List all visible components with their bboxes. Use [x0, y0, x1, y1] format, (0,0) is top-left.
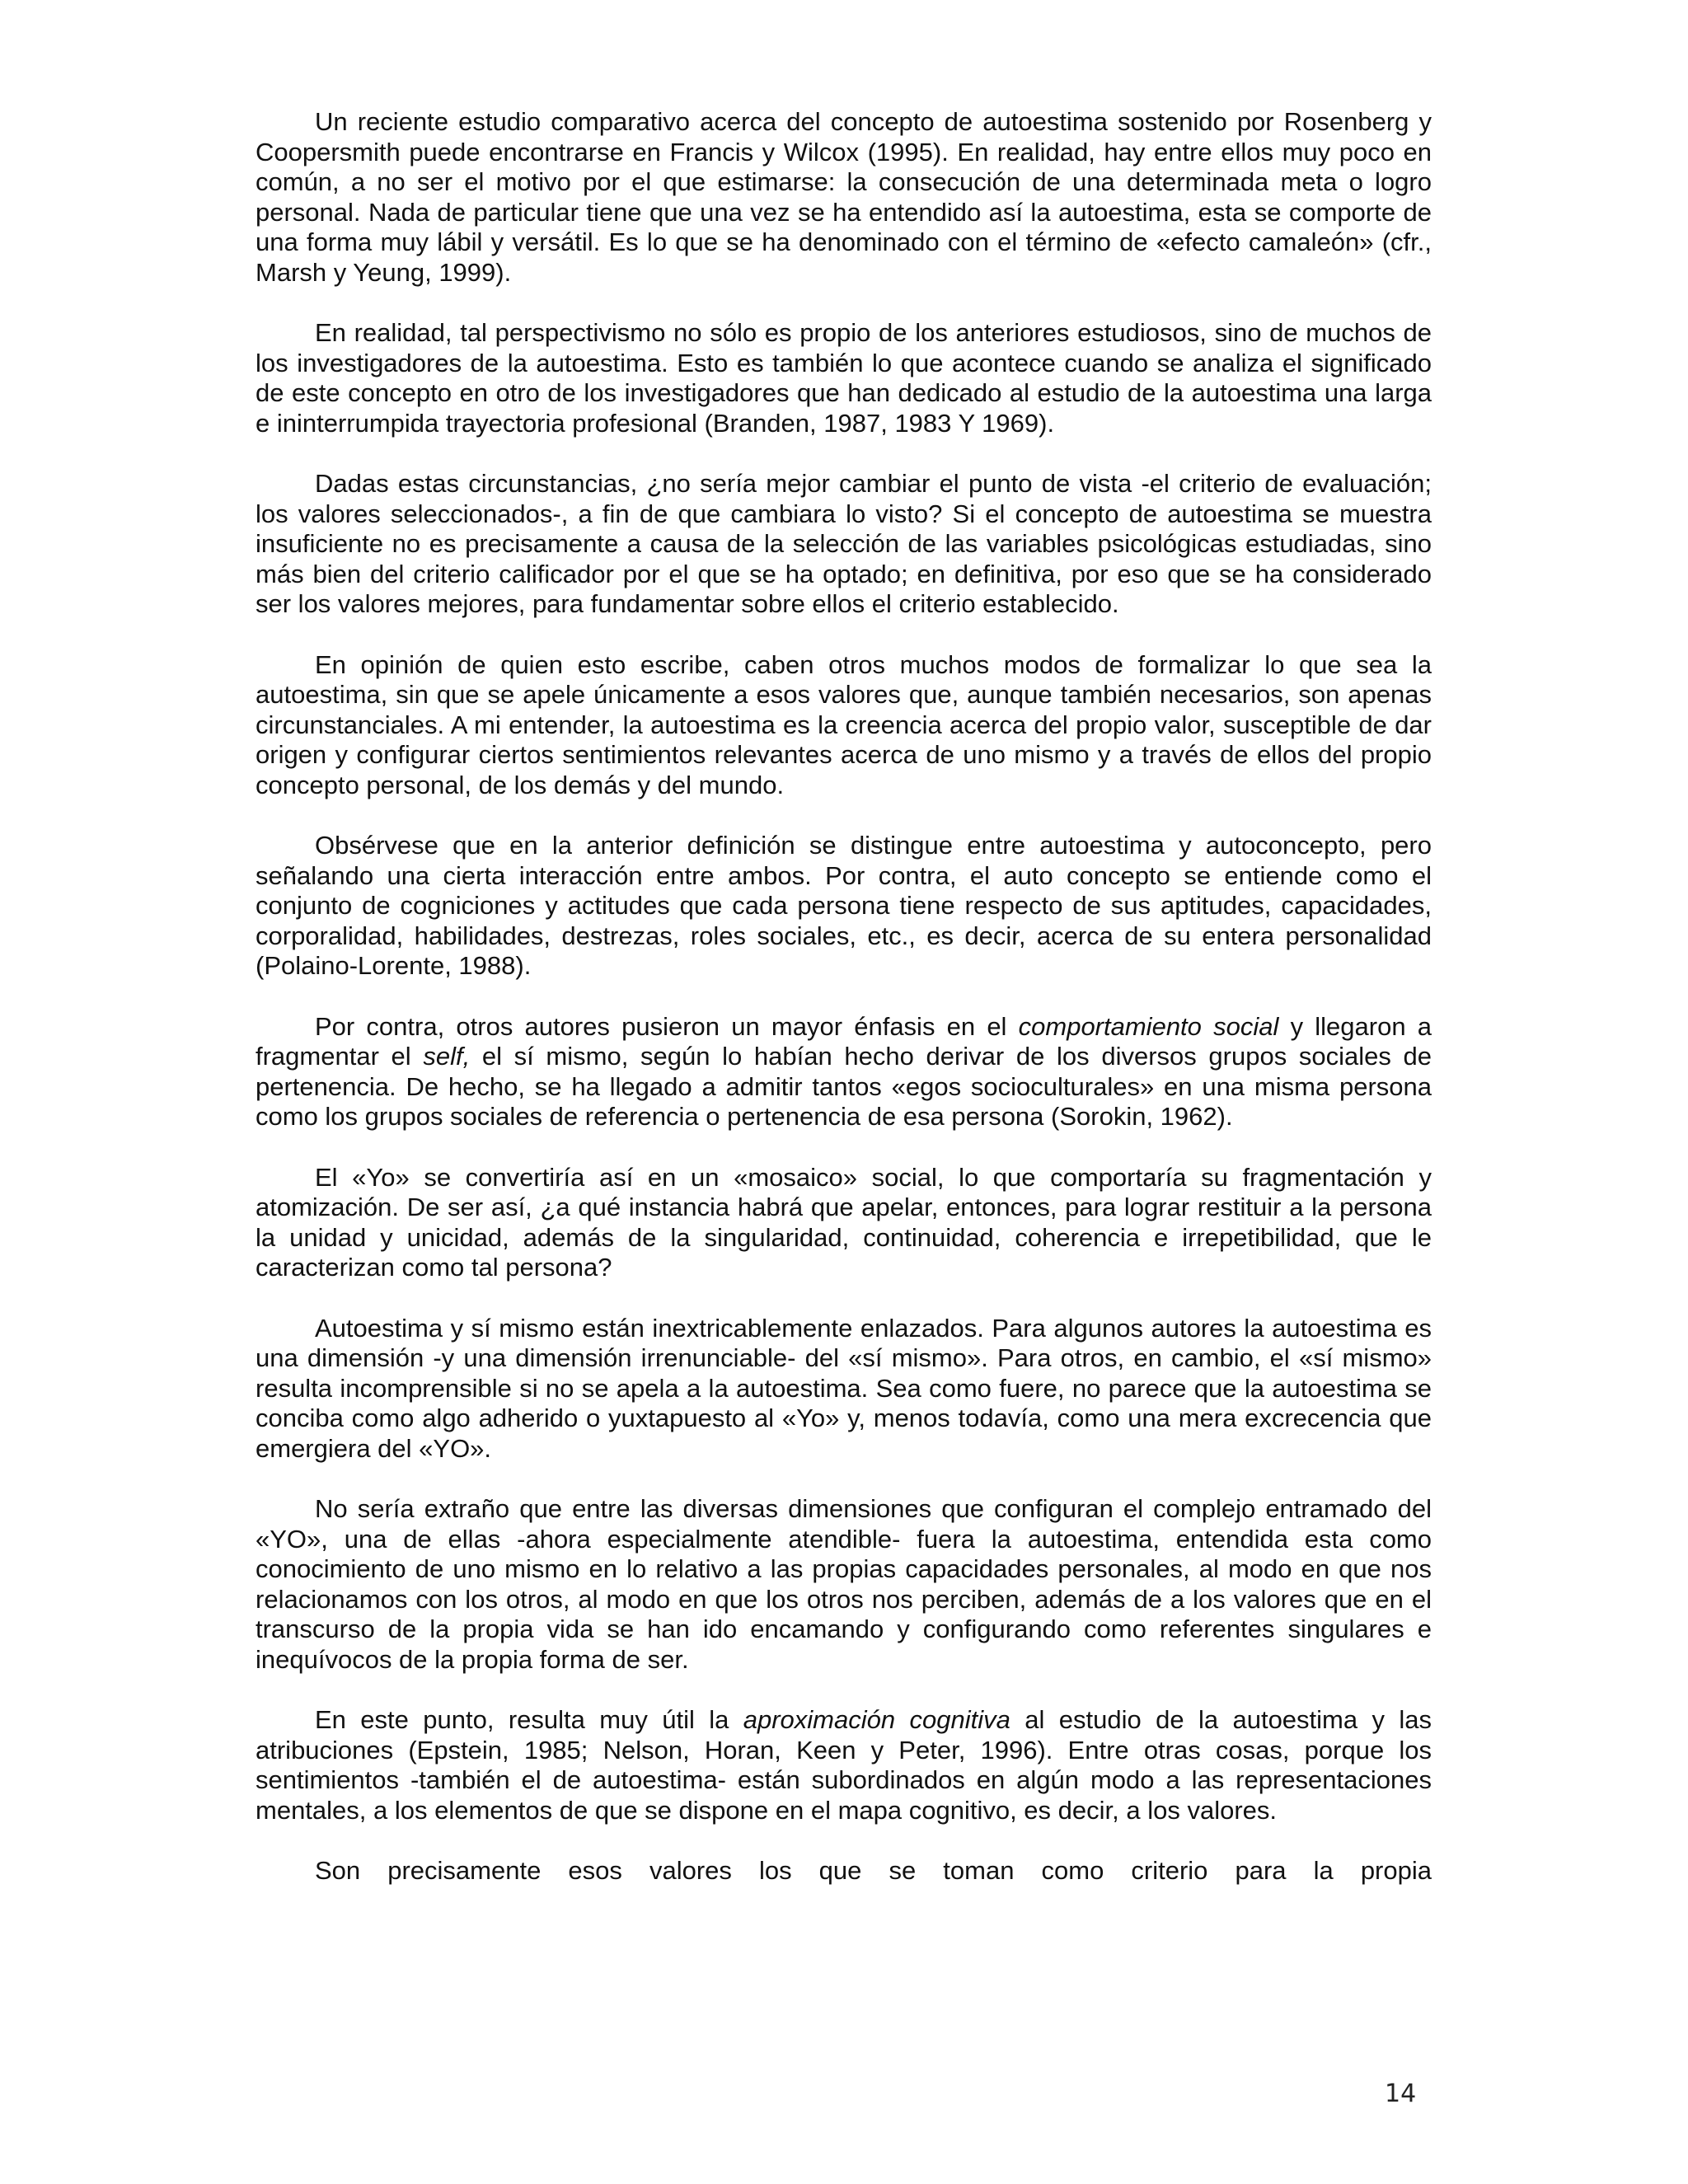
paragraph-4	[256, 650, 1432, 801]
page-number: 14	[1385, 2079, 1417, 2108]
paragraph-11	[256, 1856, 1432, 1886]
document-body	[256, 107, 1432, 1886]
paragraph-10	[256, 1705, 1432, 1825]
paragraph-text: y llegaron a fragmentar el	[256, 1011, 1432, 1071]
paragraph-text: En este punto, resulta muy útil la	[315, 1705, 743, 1734]
paragraph-text: Autoestima y sí mismo están inextricablemente enlazados. Para algunos autores la autoestima es una dimensión -y una dimensión irrenunciable- del «sí mismo». Para otros, en cambio, el «sí mismo» resulta incomprensible si no se apela a la autoestima. Sea como fuere, no parece que la autoestima se conciba como algo adherido o yuxtapuesto al «Yo» y, menos todavía, como una mera excrecencia que emergiera del «YO».	[256, 1313, 1432, 1463]
paragraph-1	[256, 107, 1432, 288]
paragraph-text: Por contra, otros autores pusieron un mayor énfasis en el	[315, 1011, 1019, 1041]
paragraph-text: No sería extraño que entre las diversas dimensiones que configuran el complejo entramado del «YO», una de ellas -ahora especialmente atendible- fuera la autoestima, entendida esta como conocimiento de uno mismo en lo relativo a las propias capacidades personales, al modo en que nos relacionamos con los otros, al modo en que los otros nos perciben, además de a los valores que en el transcurso de la propia vida se han ido encamando y configurando como referentes singulares e inequívocos de la propia forma de ser.	[256, 1494, 1432, 1674]
paragraph-text: al estudio de la autoestima y las atribuciones (Epstein, 1985; Nelson, Horan, Keen y Peter, 1996). Entre otras cosas, porque los sentimientos -también el de autoestima- están subordinados en algún modo a las representaciones mentales, a los elementos de que se dispone en el mapa cognitivo, es decir, a los valores.	[256, 1705, 1432, 1825]
paragraph-5	[256, 831, 1432, 982]
italic-term: aproximación cognitiva	[743, 1705, 1010, 1734]
paragraph-text: Un reciente estudio comparativo acerca del concepto de autoestima sostenido por Rosenberg y Coopersmith puede encontrarse en Francis y Wilcox (1995). En realidad, hay entre ellos muy poco en común, a no ser el motivo por el que estimarse: la consecución de una determinada meta o logro personal. Nada de particular tiene que una vez se ha entendido así la autoestima, esta se comporte de una forma muy lábil y versátil. Es lo que se ha denominado con el término de «efecto camaleón» (cfr., Marsh y Yeung, 1999).	[256, 107, 1432, 287]
italic-term: comportamiento social	[1018, 1011, 1279, 1041]
paragraph-text: Dadas estas circunstancias, ¿no sería mejor cambiar el punto de vista -el criterio de evaluación; los valores seleccionados-, a fin de que cambiara lo visto? Si el concepto de autoestima se muestra insuficiente no es precisamente a causa de la selección de las variables psicológicas estudiadas, sino más bien del criterio calificador por el que se ha optado; en definitiva, por eso que se ha considerado ser los valores mejores, para fundamentar sobre ellos el criterio establecido.	[256, 469, 1432, 618]
paragraph-7	[256, 1163, 1432, 1283]
paragraph-6	[256, 1012, 1432, 1132]
paragraph-text: En realidad, tal perspectivismo no sólo es propio de los anteriores estudiosos, sino de muchos de los investigadores de la autoestima. Esto es también lo que acontece cuando se analiza el significado de este concepto en otro de los investigadores que han dedicado al estudio de la autoestima una larga e ininterrumpida trayectoria profesional (Branden, 1987, 1983 Y 1969).	[256, 318, 1432, 438]
paragraph-2	[256, 318, 1432, 438]
italic-term: self,	[423, 1042, 471, 1071]
paragraph-9	[256, 1494, 1432, 1675]
paragraph-text: Son precisamente esos valores los que se toman como criterio para la propia	[315, 1856, 1432, 1885]
paragraph-text: Obsérvese que en la anterior definición se distingue entre autoestima y autoconcepto, pero señalando una cierta interacción entre ambos. Por contra, el auto concepto se entiende como el conjunto de cogniciones y actitudes que cada persona tiene respecto de sus aptitudes, capacidades, corporalidad, habilidades, destrezas, roles sociales, etc., es decir, acerca de su entera personalidad (Polaino-Lorente, 1988).	[256, 831, 1432, 980]
paragraph-text: En opinión de quien esto escribe, caben otros muchos modos de formalizar lo que sea la autoestima, sin que se apele únicamente a esos valores que, aunque también necesarios, son apenas circunstanciales. A mi entender, la autoestima es la creencia acerca del propio valor, susceptible de dar origen y configurar ciertos sentimientos relevantes acerca de uno mismo y a través de ellos del propio concepto personal, de los demás y del mundo.	[256, 649, 1432, 799]
paragraph-3	[256, 469, 1432, 620]
paragraph-8	[256, 1314, 1432, 1465]
paragraph-text: el sí mismo, según lo habían hecho derivar de los diversos grupos sociales de pertenencia. De hecho, se ha llegado a admitir tantos «egos socioculturales» en una misma persona como los grupos sociales de referencia o pertenencia de esa persona (Sorokin, 1962).	[256, 1042, 1432, 1131]
paragraph-text: El «Yo» se convertiría así en un «mosaico» social, lo que comportaría su fragmentación y atomización. De ser así, ¿a qué instancia habrá que apelar, entonces, para lograr restituir a la persona la unidad y unicidad, además de la singularidad, continuidad, coherencia e irrepetibilidad, que le caracterizan como tal persona?	[256, 1162, 1432, 1282]
